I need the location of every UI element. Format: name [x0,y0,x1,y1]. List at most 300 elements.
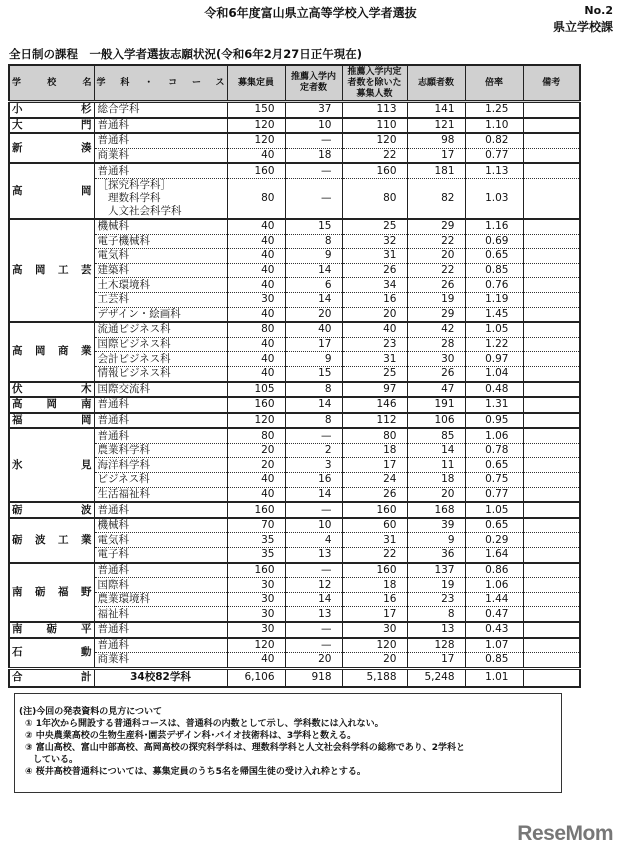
recommended: 12 [285,578,342,593]
capacity: 40 [227,473,285,488]
table-row [9,458,580,473]
table-row [9,263,580,278]
applicants: 29 [407,219,465,234]
remaining: 22 [342,148,407,163]
table-row [9,473,580,488]
recommended: 37 [285,102,342,118]
recommended: — [285,163,342,178]
remaining: 20 [342,653,407,669]
school-name: 伏木 [9,382,94,398]
recommended: 13 [285,607,342,622]
recommended: 8 [285,382,342,398]
remarks [523,178,580,219]
applicants: 19 [407,578,465,593]
table-row [9,518,580,533]
table-row [9,578,580,593]
ratio: 1.22 [465,337,523,352]
capacity: 35 [227,533,285,548]
ratio: 0.29 [465,533,523,548]
table-row [9,443,580,458]
applicants: 18 [407,473,465,488]
total-ratio: 1.01 [465,668,523,687]
course-name: 普通科 [94,502,227,518]
table-row [9,249,580,264]
applicants: 20 [407,487,465,502]
ratio: 0.77 [465,487,523,502]
course-name: 機械科 [94,219,227,234]
remarks [523,337,580,352]
remaining: 32 [342,234,407,249]
applicants: 47 [407,382,465,398]
ratio: 1.07 [465,638,523,653]
recommended: 13 [285,548,342,563]
remaining: 31 [342,249,407,264]
table-row [9,278,580,293]
header-capacity: 募集定員 [227,65,285,102]
applicants: 23 [407,592,465,607]
course-name: 会計ビジネス科 [94,352,227,367]
course-name: 普通科 [94,397,227,413]
capacity: 40 [227,263,285,278]
table-row [9,118,580,134]
remaining: 23 [342,337,407,352]
course-name: 機械科 [94,518,227,533]
remarks [523,163,580,178]
course-name: 国際交流科 [94,382,227,398]
ratio: 1.19 [465,292,523,307]
applicants: 36 [407,548,465,563]
recommended: 20 [285,653,342,669]
course-name: 電子科 [94,548,227,563]
table-row [9,592,580,607]
capacity: 30 [227,622,285,638]
applicants: 14 [407,443,465,458]
course-name: 国際ビジネス科 [94,337,227,352]
course-name: 商業科 [94,653,227,669]
table-row [9,653,580,669]
course-name: 海洋科学科 [94,458,227,473]
header-course: 学科・コース [94,65,227,102]
recommended: — [285,428,342,443]
table-row [9,163,580,178]
applicants: 13 [407,622,465,638]
total-row [9,668,580,687]
table-row [9,397,580,413]
recommended: 16 [285,473,342,488]
table-row [9,292,580,307]
capacity: 40 [227,234,285,249]
remarks [523,263,580,278]
capacity: 20 [227,458,285,473]
course-name: 普通科 [94,163,227,178]
course-name: 福祉科 [94,607,227,622]
table-row [9,533,580,548]
recommended: 14 [285,592,342,607]
applicants: 181 [407,163,465,178]
remaining: 25 [342,219,407,234]
remaining: 80 [342,428,407,443]
remarks [523,592,580,607]
resemom-watermark-logo: ReseMom [517,822,613,845]
remaining: 30 [342,622,407,638]
note-item: ③ 富山高校、富山中部高校、高岡高校の探究科学科は、理数科学科と人文社会科学科の総称であり、2学科と [25,743,466,753]
table-row [9,178,580,219]
capacity: 105 [227,382,285,398]
capacity: 160 [227,502,285,518]
recommended: 9 [285,249,342,264]
ratio: 0.78 [465,443,523,458]
course-name: 生活福祉科 [94,487,227,502]
remarks [523,473,580,488]
remarks [523,133,580,148]
ratio: 0.65 [465,518,523,533]
ratio: 1.05 [465,322,523,337]
ratio: 1.31 [465,397,523,413]
header-remaining: 推薦入学内定者数を除いた募集人数 [342,65,407,102]
course-name: 普通科 [94,563,227,578]
remarks [523,307,580,322]
applicants: 30 [407,352,465,367]
capacity: 70 [227,518,285,533]
ratio: 0.82 [465,133,523,148]
total-recommended: 918 [285,668,342,687]
course-name: 普通科 [94,118,227,134]
remarks [523,428,580,443]
capacity: 40 [227,653,285,669]
recommended: 15 [285,366,342,381]
department-name: 県立学校課 [552,20,613,34]
remaining: 110 [342,118,407,134]
remarks [523,502,580,518]
remaining: 16 [342,292,407,307]
capacity: 30 [227,607,285,622]
course-name: 電気科 [94,533,227,548]
remarks [523,352,580,367]
applicants: 191 [407,397,465,413]
ratio: 1.44 [465,592,523,607]
remaining: 40 [342,322,407,337]
capacity: 40 [227,148,285,163]
table-row [9,382,580,398]
ratio: 1.13 [465,163,523,178]
capacity: 20 [227,443,285,458]
total-course: 34校82学科 [94,668,227,687]
ratio: 1.05 [465,502,523,518]
capacity: 80 [227,322,285,337]
remarks [523,638,580,653]
course-name: 農業環境科 [94,592,227,607]
note-item-continuation: している。 [33,755,79,765]
recommended: 15 [285,219,342,234]
capacity: 40 [227,337,285,352]
ratio: 1.25 [465,102,523,118]
table-row [9,638,580,653]
remarks [523,458,580,473]
table-row [9,366,580,381]
ratio: 0.43 [465,622,523,638]
recommended: 40 [285,322,342,337]
remaining: 20 [342,307,407,322]
capacity: 35 [227,548,285,563]
capacity: 30 [227,592,285,607]
school-name: 南砺平 [9,622,94,638]
school-name: 高岡南 [9,397,94,413]
course-name: 電子機械科 [94,234,227,249]
ratio: 0.77 [465,148,523,163]
remaining: 160 [342,563,407,578]
applicants: 19 [407,292,465,307]
remaining: 160 [342,502,407,518]
applicants: 28 [407,337,465,352]
applicants: 17 [407,653,465,669]
ratio: 0.47 [465,607,523,622]
table-row [9,607,580,622]
applicants: 106 [407,413,465,429]
header-applicants: 志願者数 [407,65,465,102]
capacity: 150 [227,102,285,118]
table-row [9,563,580,578]
school-name: 新湊 [9,133,94,163]
course-name: 流通ビジネス科 [94,322,227,337]
ratio: 0.86 [465,563,523,578]
table-row [9,219,580,234]
recommended: — [285,502,342,518]
course-name: 農業科学科 [94,443,227,458]
recommended: 14 [285,292,342,307]
table-row [9,133,580,148]
applicants: 20 [407,249,465,264]
capacity: 40 [227,487,285,502]
remarks [523,578,580,593]
capacity: 40 [227,249,285,264]
capacity: 40 [227,278,285,293]
remarks [523,413,580,429]
course-name: 普通科 [94,133,227,148]
ratio: 1.64 [465,548,523,563]
recommended: 14 [285,487,342,502]
recommended: 3 [285,458,342,473]
recommended: — [285,563,342,578]
recommended: 4 [285,533,342,548]
course-name: 建築科 [94,263,227,278]
table-row [9,622,580,638]
recommended: — [285,638,342,653]
ratio: 0.69 [465,234,523,249]
remaining: 120 [342,133,407,148]
remarks [523,118,580,134]
remaining: 112 [342,413,407,429]
capacity: 120 [227,638,285,653]
applicants: 137 [407,563,465,578]
remarks [523,653,580,669]
document-title: 令和6年度富山県立高等学校入学者選抜 [204,6,417,20]
course-name: 総合学科 [94,102,227,118]
recommended: 18 [285,148,342,163]
applicants: 121 [407,118,465,134]
course-name: 普通科 [94,413,227,429]
ratio: 1.03 [465,178,523,219]
remarks [523,102,580,118]
table-row [9,337,580,352]
course-name: 普通科 [94,638,227,653]
remaining: 25 [342,366,407,381]
recommended: — [285,178,342,219]
ratio: 0.95 [465,413,523,429]
remaining: 34 [342,278,407,293]
course-name: 工芸科 [94,292,227,307]
recommended: 10 [285,518,342,533]
table-row [9,102,580,118]
total-remaining: 5,188 [342,668,407,687]
note-item: ④ 桜井高校普通科については、募集定員のうち5名を帰国生徒の受け入れ枠とする。 [25,767,366,777]
table-subtitle: 全日制の課程 一般入学者選抜志願状況(令和6年2月27日正午現在) [9,47,363,61]
applicants: 22 [407,234,465,249]
remarks [523,219,580,234]
remarks [523,443,580,458]
applicants-table [8,64,581,688]
course-name: 情報ビジネス科 [94,366,227,381]
applicants: 141 [407,102,465,118]
recommended: 14 [285,397,342,413]
capacity: 120 [227,133,285,148]
school-name: 小杉 [9,102,94,118]
capacity: 40 [227,352,285,367]
recommended: 20 [285,307,342,322]
applicants: 9 [407,533,465,548]
school-name: 氷見 [9,428,94,502]
school-name: 高岡 [9,163,94,219]
table-row [9,413,580,429]
remarks [523,148,580,163]
remaining: 22 [342,548,407,563]
applicants: 128 [407,638,465,653]
capacity: 40 [227,219,285,234]
capacity: 40 [227,366,285,381]
total-capacity: 6,106 [227,668,285,687]
school-name: 南砺福野 [9,563,94,622]
ratio: 1.16 [465,219,523,234]
remaining: 17 [342,607,407,622]
remarks [523,278,580,293]
course-name: 土木環境科 [94,278,227,293]
applicants: 8 [407,607,465,622]
table-row [9,428,580,443]
applicants: 17 [407,148,465,163]
course-name: 国際科 [94,578,227,593]
ratio: 0.97 [465,352,523,367]
recommended: 14 [285,263,342,278]
school-name: 砺波 [9,502,94,518]
remarks [523,249,580,264]
applicants: 26 [407,278,465,293]
ratio: 1.06 [465,578,523,593]
remarks [523,382,580,398]
remaining: 31 [342,533,407,548]
school-name: 福岡 [9,413,94,429]
capacity: 30 [227,292,285,307]
recommended: 9 [285,352,342,367]
course-name: 商業科 [94,148,227,163]
remarks [523,234,580,249]
table-row [9,322,580,337]
applicants: 11 [407,458,465,473]
remarks [523,487,580,502]
remaining: 26 [342,263,407,278]
remarks [523,622,580,638]
remaining: 17 [342,458,407,473]
remaining: 80 [342,178,407,219]
ratio: 1.04 [465,366,523,381]
ratio: 1.45 [465,307,523,322]
remarks [523,292,580,307]
remaining: 113 [342,102,407,118]
remaining: 26 [342,487,407,502]
ratio: 0.65 [465,458,523,473]
table-row [9,487,580,502]
capacity: 80 [227,178,285,219]
school-name: 大門 [9,118,94,134]
capacity: 30 [227,578,285,593]
remaining: 146 [342,397,407,413]
header-recommended: 推薦入学内定者数 [285,65,342,102]
table-row [9,352,580,367]
capacity: 160 [227,163,285,178]
capacity: 160 [227,397,285,413]
recommended: 8 [285,234,342,249]
school-name: 石動 [9,638,94,669]
table-body [9,102,580,669]
header-school: 学校名 [9,65,94,102]
course-name: 電気科 [94,249,227,264]
remaining: 16 [342,592,407,607]
course-name: 普通科 [94,428,227,443]
ratio: 0.75 [465,473,523,488]
recommended: — [285,622,342,638]
course-name: 普通科 [94,622,227,638]
course-name: ビジネス科 [94,473,227,488]
applicants: 168 [407,502,465,518]
remaining: 120 [342,638,407,653]
capacity: 40 [227,307,285,322]
total-applicants: 5,248 [407,668,465,687]
applicants: 98 [407,133,465,148]
table-row [9,234,580,249]
notes-heading: (注)今回の発表資料の見方について [19,707,163,717]
ratio: 0.65 [465,249,523,264]
note-item: ① 1年次から開設する普通科コースは、普通科の内数として示し、学科数には入れない。 [25,719,384,729]
remaining: 31 [342,352,407,367]
total-label: 合計 [9,668,94,687]
table-row [9,148,580,163]
ratio: 1.10 [465,118,523,134]
school-name: 高岡商業 [9,322,94,381]
applicants: 22 [407,263,465,278]
recommended: 2 [285,443,342,458]
ratio: 0.76 [465,278,523,293]
remarks [523,366,580,381]
school-name: 砺波工業 [9,518,94,563]
table-row [9,502,580,518]
course-name: ［探究科学科］ 理数科学科 人文社会科学科 [94,178,227,219]
remaining: 160 [342,163,407,178]
recommended: 8 [285,413,342,429]
remaining: 18 [342,443,407,458]
header-remarks: 備考 [523,65,580,102]
applicants: 29 [407,307,465,322]
remarks [523,548,580,563]
remarks [523,518,580,533]
recommended: — [285,133,342,148]
